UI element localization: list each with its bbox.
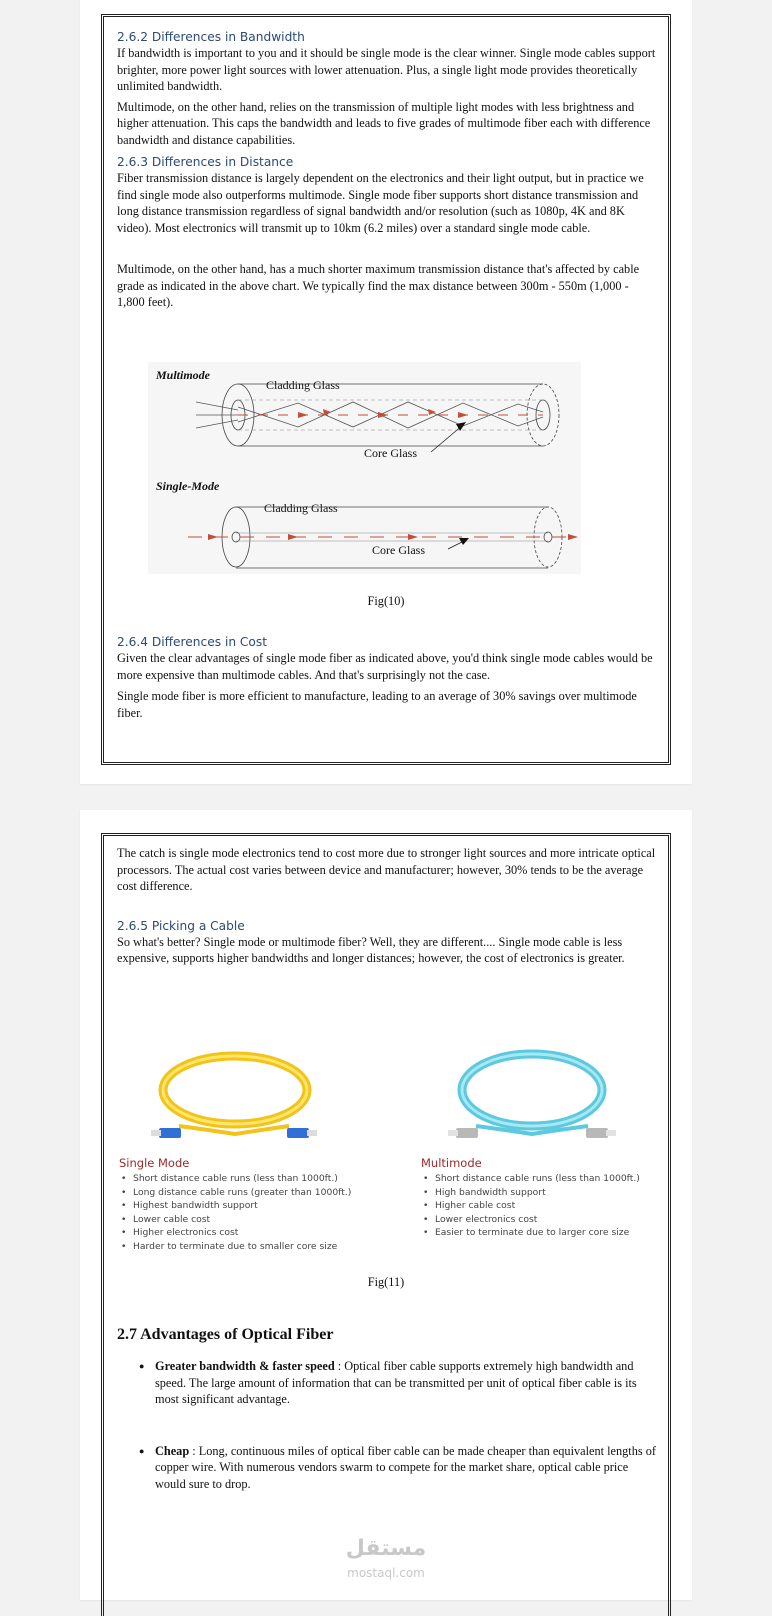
list-item: • Lower electronics cost [421,1213,661,1227]
single-mode-label: Single-Mode [156,479,220,493]
list-item: • Short distance cable runs (less than 1000ft.) [421,1172,661,1186]
page-content [117,845,658,967]
list-item: • Short distance cable runs (less than 1000ft.) [119,1172,379,1186]
single-mode-cable-image [149,1044,319,1149]
page-content [117,1326,658,1492]
list-item [137,1443,658,1493]
yellow-fiber-cable-icon [149,1044,319,1149]
list-item: • Easier to terminate due to larger core size [421,1226,661,1240]
list-item: • Higher electronics cost [119,1226,379,1240]
section-heading-picking-cable: 2.6.5 Picking a Cable [117,918,245,933]
fiber-mode-figure [148,362,581,574]
multimode-list [421,1172,661,1240]
list-item: • Long distance cable runs (greater than 1000ft.) [119,1186,379,1200]
page-border [101,833,671,1616]
single-mode-features [119,1156,379,1254]
cladding-glass-label: Cladding Glass [266,378,340,392]
paragraph: Given the clear advantages of single mode fiber as indicated above, you'd think single mode cables would be more expensive than multimode cables. And that's surprisingly not the case. [117,651,653,682]
paragraph: Single mode fiber is more efficient to manufacture, leading to an average of 30% savings over multimode fiber. [117,689,637,720]
single-mode-title: Single Mode [119,1156,190,1170]
watermark-url: mostaql.com [347,1566,425,1580]
bullet-term: Greater bandwidth & faster speed [155,1359,335,1373]
document-page-2 [80,810,692,1600]
list-item: • Higher cable cost [421,1199,661,1213]
paragraph: The catch is single mode electronics tend to cost more due to stronger light sources and more intricate optical processors. The actual cost varies between device and manufacturer; however, 30% tends to be the average cost difference. [117,846,656,893]
bullet-text: : Long, continuous miles of optical fiber cable can be made cheaper than equivalent lengths of copper wire. With numerous vendors swarm to compete for the market share, optical cable price would sure to drop. [155,1443,656,1491]
list-item: • Harder to terminate due to smaller core size [119,1240,379,1254]
multimode-cable-image [446,1044,618,1149]
fiber-mode-diagram [148,362,581,574]
paragraph: If bandwidth is important to you and it should be single mode is the clear winner. Single mode cables support brighter, more power light sources with lower attenuation. Plus, a single light mode provides theoretically unlimited bandwidth. [117,46,656,93]
aqua-fiber-cable-icon [446,1044,618,1149]
page-border [101,14,671,765]
paragraph: Multimode, on the other hand, relies on the transmission of multiple light modes with less brightness and higher attenuation. This caps the bandwidth and leads to five grades of multimode fiber each with difference bandwidth and distance capabilities. [117,99,651,147]
list-item: • Highest bandwidth support [119,1199,379,1213]
watermark-logo: مستقل [345,1536,427,1561]
page-content [117,634,658,721]
list-item [137,1358,658,1408]
multimode-features [421,1156,661,1240]
bullet-text: : Optical fiber cable supports extremely high bandwidth and speed. The large amount of information that can be transmitted per unit of optical fiber cable is its most significant advantage. [155,1359,637,1406]
paragraph: Fiber transmission distance is largely dependent on the electronics and their light output, but in practice we find single mode also outperforms multimode. Single mode fiber supports short distance transmission and long distance transmission regardless of signal bandwidth and/or resolution (such as 1080p, 4K and 8K video). Most electronics will transmit up to 10km (6.2 miles) over a standard single mode cable. [117,171,644,235]
advantages-list [137,1358,658,1492]
figure-caption: Fig(10) [367,594,405,608]
document-page-1 [80,0,692,784]
paragraph: Multimode, on the other hand, has a much shorter maximum transmission distance that's affected by cable grade as indicated in the above chart. We typically find the max distance between 300m - 550m (1,000 - 1,800 feet). [117,262,640,309]
section-heading-distance: 2.6.3 Differences in Distance [117,155,294,169]
list-item: • High bandwidth support [421,1186,661,1200]
cladding-glass-label: Cladding Glass [264,501,338,515]
multimode-title: Multimode [421,1156,482,1170]
bullet-term: Cheap [155,1443,190,1458]
paragraph: So what's better? Single mode or multimode fiber? Well, they are different.... Single mode cable is less expensive, supports higher bandwidths and longer distances; however, the cost of electronics is greater. [117,934,625,965]
page-content [117,29,658,311]
core-glass-label: Core Glass [372,543,425,557]
core-glass-label: Core Glass [364,446,417,460]
single-mode-list [119,1172,379,1254]
section-heading-bandwidth: 2.6.2 Differences in Bandwidth [117,30,305,44]
section-heading-advantages: 2.7 Advantages of Optical Fiber [117,1326,334,1343]
section-heading-cost: 2.6.4 Differences in Cost [117,635,268,649]
list-item: • Lower cable cost [119,1213,379,1227]
figure-caption: Fig(11) [367,1275,405,1289]
multimode-label: Multimode [156,368,211,382]
